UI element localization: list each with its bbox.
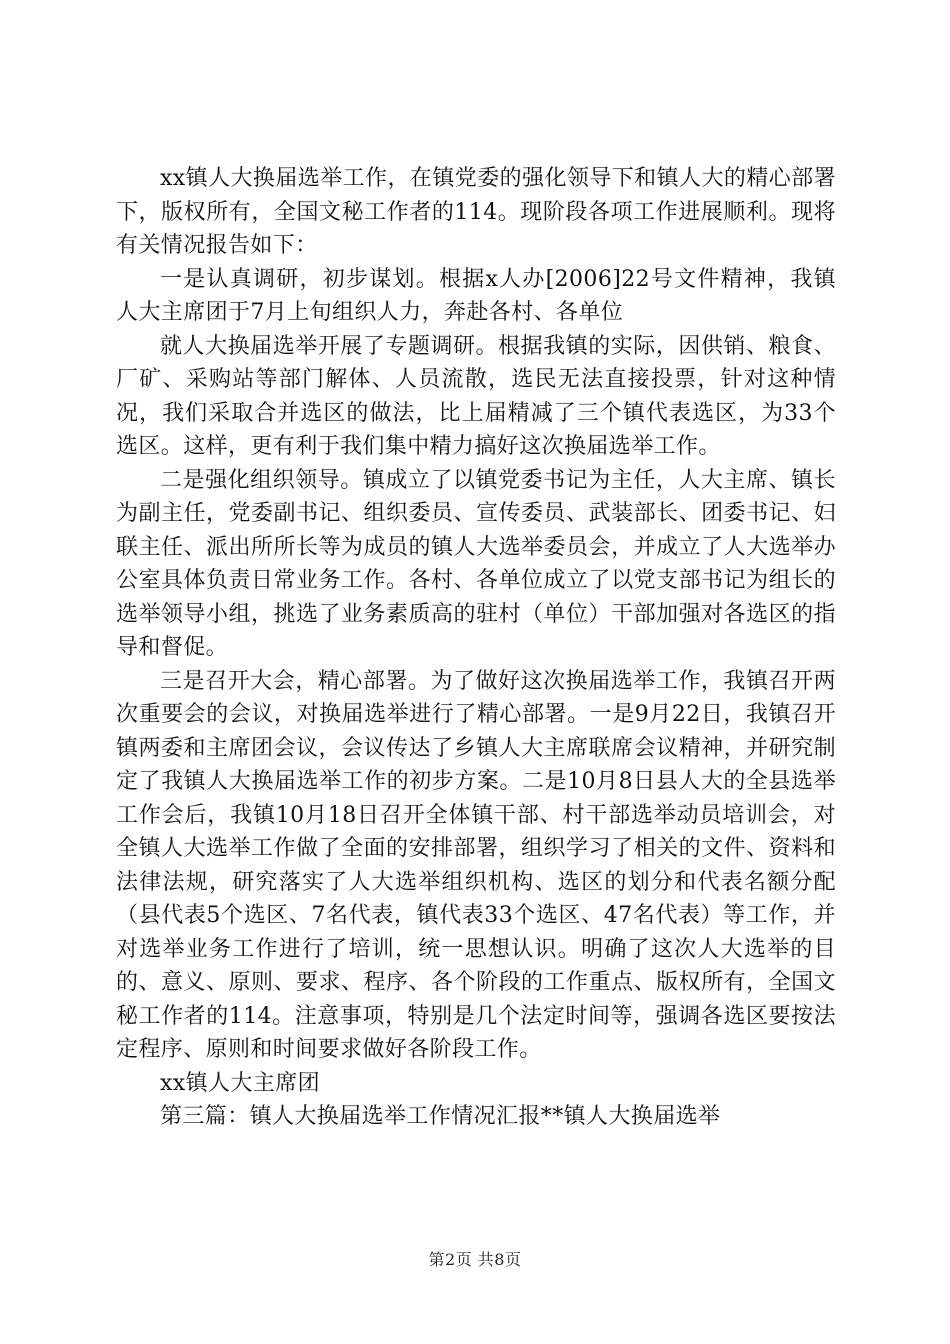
paragraph-intro: xx镇人大换届选举工作，在镇党委的强化领导下和镇人大的精心部署下，版权所有，全国文秘工作者的114。现阶段各项工作进展顺利。现将有关情况报告如下： (116, 166, 836, 258)
paragraph-next-article-title: 第三篇：镇人大换届选举工作情况汇报**镇人大换届选举 (160, 1104, 721, 1129)
paragraph-research: 一是认真调研，初步谋划。根据x人办[2006]22号文件精神，我镇人大主席团于7月上旬组织人力，奔赴各村、各单位 (116, 266, 836, 325)
paragraph-meetings: 三是召开大会，精心部署。为了做好这次换届选举工作，我镇召开两次重要会的会议，对换届选举进行了精心部署。一是9月22日，我镇召开镇两委和主席团会议，会议传达了乡镇人大主席联席会议精神，并研究制定了我镇人大换届选举工作的初步方案。二是10月8日县人大的全县选举工作会后，我镇10月18日召开全体镇干部、村干部选举动员培训会，对全镇人大选举工作做了全面的安排部署，组织学习了相关的文件、资料和法律法规，研究落实了人大选举组织机构、选区的划分和代表名额分配（县代表5个选区、7名代表，镇代表33个选区、47名代表）等工作，并对选举业务工作进行了培训，统一思想认识。明确了这次人大选举的目的、意义、原则、要求、程序、各个阶段的工作重点、版权所有，全国文秘工作者的114。注意事项，特别是几个法定时间等，强调各选区要按法定程序、原则和时间要求做好各阶段工作。 (116, 668, 836, 1062)
paragraph-signature: xx镇人大主席团 (160, 1070, 321, 1096)
document-body (116, 162, 836, 1134)
page-footer: 第2页 共8页 (428, 1250, 522, 1269)
paragraph-research-continued: 就人大换届选举开展了专题调研。根据我镇的实际，因供销、粮食、厂矿、采购站等部门解体、人员流散，选民无法直接投票，针对这种情况，我们采取合并选区的做法，比上届精减了三个镇代表选区，为33个选区。这样，更有利于我们集中精力搞好这次换届选举工作。 (116, 333, 836, 459)
paragraph-organization: 二是强化组织领导。镇成立了以镇党委书记为主任，人大主席、镇长为副主任，党委副书记、组织委员、宣传委员、武装部长、团委书记、妇联主任、派出所所长等为成员的镇人大选举委员会，并成立了人大选举办公室具体负责日常业务工作。各村、各单位成立了以党支部书记为组长的选举领导小组，挑选了业务素质高的驻村（单位）干部加强对各选区的指导和督促。 (116, 467, 836, 660)
